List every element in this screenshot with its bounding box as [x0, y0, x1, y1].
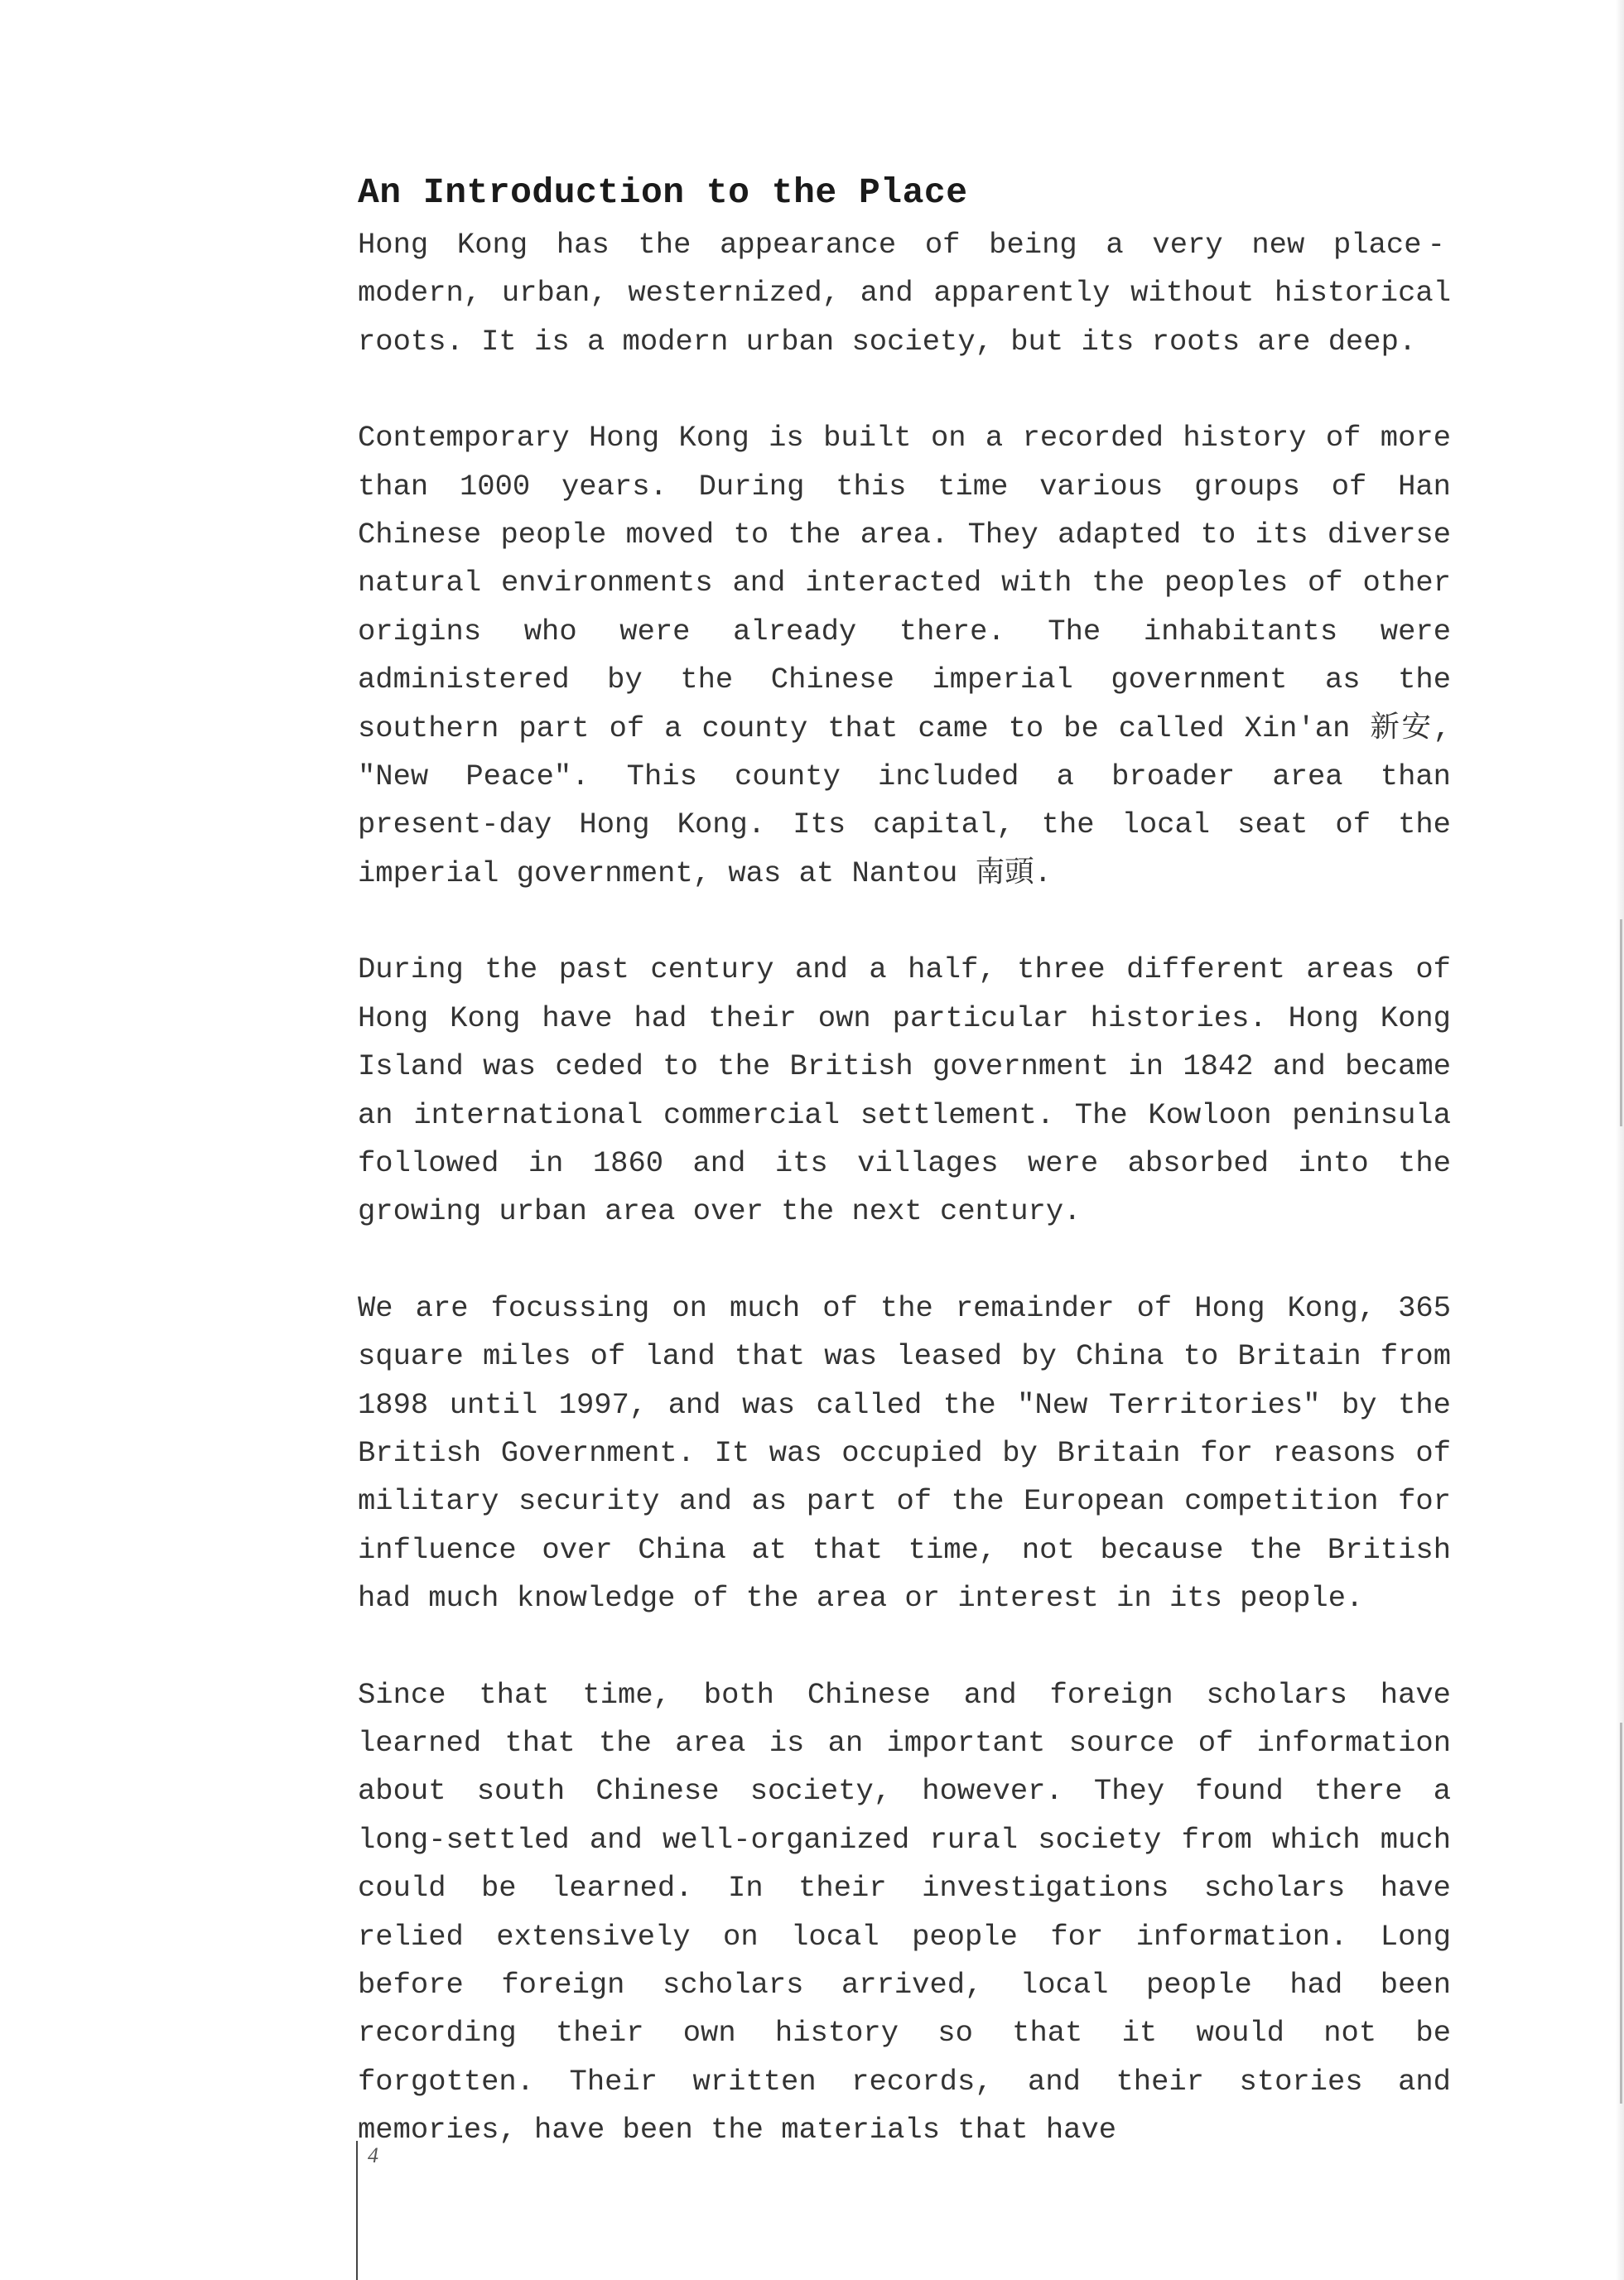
page-content	[358, 170, 1451, 2155]
paragraph-new-territories: We are focussing on much of the remainder of Hong Kong, 365 square miles of land that was leased by China to Britain from 1898 until 1997, and was called the "New Territories" by the British Government. It was occupied by Britain for reasons of military security and as part of the European competition for influence over China at that time, not because the British had much knowledge of the area or interest in its people.	[358, 1290, 1451, 1616]
paragraph-areas: During the past century and a half, three different areas of Hong Kong have had their own particular histories. Hong Kong Island was ceded to the British government in 1842 and became an international commercial settlement. The Kowloon peninsula followed in 1860 and its villages were absorbed into the growing urban area over the next century.	[358, 952, 1451, 1229]
page-number: 4	[368, 2143, 378, 2167]
page-edge-mark	[1620, 919, 1622, 1126]
paragraph-intro: Hong Kong has the appearance of being a very new place - modern, urban, westernized, and apparently without historical roots. It is a modern urban society, but its roots are deep.	[358, 228, 1451, 359]
paragraph-history: Contemporary Hong Kong is built on a recorded history of more than 1000 years. During this time various groups of Han Chinese people moved to the area. They adapted to its diverse natural environments and interacted with the peoples of other origins who were already there. The inhabitants were administered by the Chinese imperial government as the southern part of a county that came to be called Xin'an 新安, "New Peace". This county included a broader area than present-day Hong Kong. Its capital, the local seat of the imperial government, was at Nantou 南頭.	[358, 421, 1451, 890]
section-heading: An Introduction to the Place	[358, 172, 968, 213]
page-edge-mark	[1620, 1723, 1622, 2104]
margin-rule	[356, 2141, 358, 2280]
paragraph-scholars: Since that time, both Chinese and foreign scholars have learned that the area is an important source of information about south Chinese society, however. They found there a long-settled and well-organized rural society from which much could be learned. In their investigations scholars have relied extensively on local people for information. Long before foreign scholars arrived, local people had been recording their own history so that it would not be forgotten. Their written records, and their stories and memories, have been the materials that have	[358, 1677, 1451, 2147]
